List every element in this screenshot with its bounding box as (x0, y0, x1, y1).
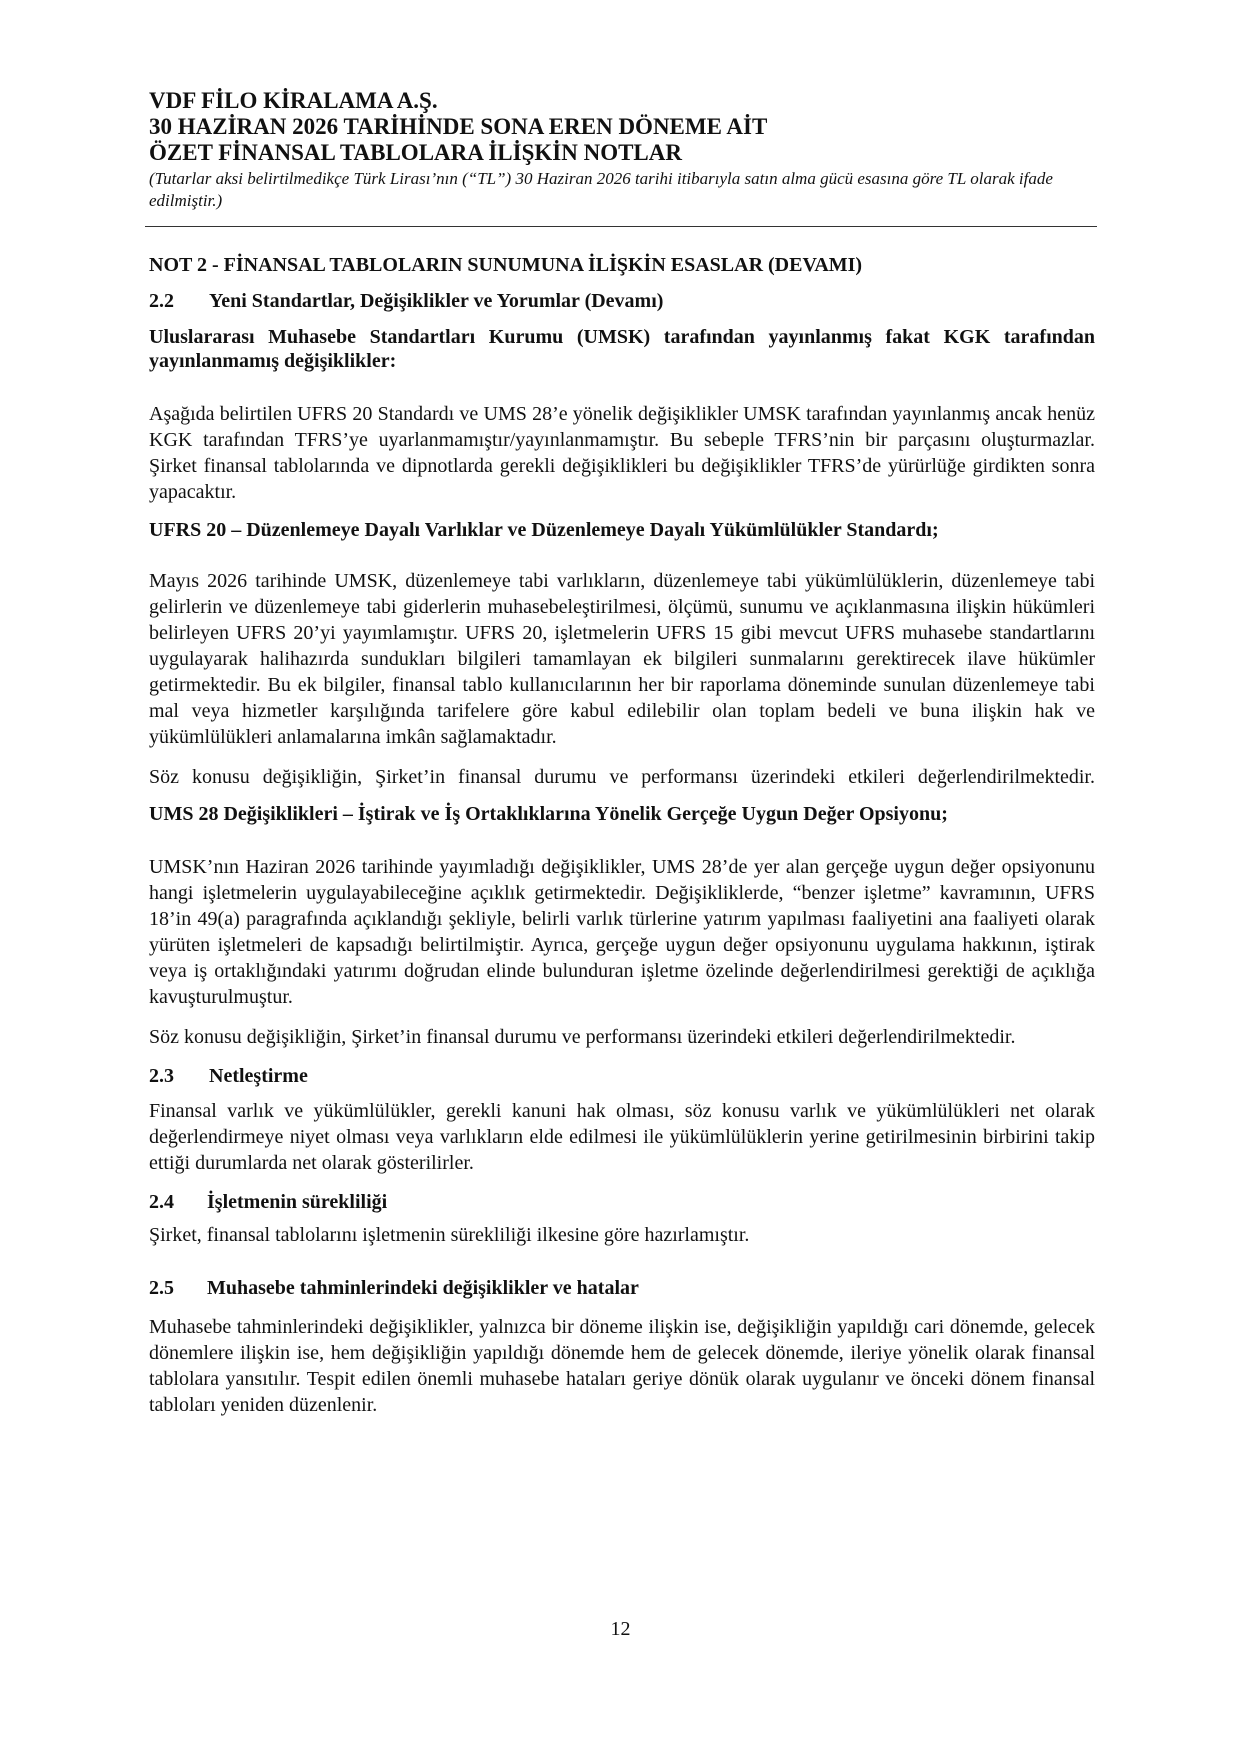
ufrs20-paragraph: Mayıs 2026 tarihinde UMSK, düzenlemeye tabi varlıkların, düzenlemeye tabi yükümlülüklerin, düzenlemeye tabi gelirlerin ve düzenlemeye tabi giderlerin muhasebeleştirilmesi, ölçümü, sunumu ve açıklanmasına ilişkin hükümleri belirleyen UFRS 20’yi yayımlamıştır. UFRS 20, işletmelerin UFRS 15 gibi mevcut UFRS muhasebe standartlarını uygulayarak halihazırda sundukları bilgileri tamamlayan ek bilgileri sunmalarını gerektirecek ilave hükümler getirmektedir. Bu ek bilgiler, finansal tablo kullanıcılarının her bir raporlama döneminde sunulan düzenlemeye tabi mal veya hizmetler karşılığında tarifelere göre kabul edilebilir olan toplam bedeli ve buna ilişkin hak ve yükümlülükleri anlamalarına imkân sağlamaktadır. (149, 570, 1095, 748)
ums28-effect-paragraph: Söz konusu değişikliğin, Şirket’in finansal durumu ve performansı üzerindeki etkileri değerlendirilmektedir. (149, 1026, 1016, 1048)
report-period: 30 HAZİRAN 2026 TARİHİNDE SONA EREN DÖNEME AİT (149, 114, 768, 139)
currency-note: (Tutarlar aksi belirtilmedikçe Türk Lirası’nın (“TL”) 30 Haziran 2026 tarihi itibarıyla satın alma gücü esasına göre TL olarak ifade edilmiştir.) (149, 169, 1053, 210)
section-2-3-heading (149, 1064, 1095, 1088)
document-title: ÖZET FİNANSAL TABLOLARA İLİŞKİN NOTLAR (149, 140, 682, 165)
section-title: İşletmenin sürekliliği (207, 1191, 388, 1213)
section-2-2-heading (149, 289, 1095, 313)
header-divider (145, 226, 1097, 227)
section-title: Yeni Standartlar, Değişiklikler ve Yorumlar (Devamı) (209, 290, 664, 312)
ums28-heading: UMS 28 Değişiklikleri – İştirak ve İş Ortaklıklarına Yönelik Gerçeğe Uygun Değer Opsiyonu; (149, 803, 948, 825)
section-number: 2.2 (149, 290, 174, 312)
ufrs20-effect-paragraph: Söz konusu değişikliğin, Şirket’in finansal durumu ve performansı üzerindeki etkileri değerlendirilmektedir. (149, 766, 1095, 788)
section-number: 2.4 (149, 1191, 174, 1213)
section-title: Muhasebe tahminlerindeki değişiklikler ve hatalar (207, 1277, 639, 1299)
netting-paragraph: Finansal varlık ve yükümlülükler, gerekli kanuni hak olması, söz konusu varlık ve yükümlülükleri net olarak değerlendirmeye niyet olması veya varlıkların elde edilmesi ile yükümlülüklerin yerine getirilmesinin birbirini takip ettiği durumlarda net olarak gösterilirler. (149, 1100, 1095, 1174)
ufrs20-heading: UFRS 20 – Düzenlemeye Dayalı Varlıklar ve Düzenlemeye Dayalı Yükümlülükler Standardı; (149, 519, 939, 541)
section-2-5-heading (149, 1276, 1095, 1300)
ums28-paragraph: UMSK’nın Haziran 2026 tarihinde yayımladığı değişiklikler, UMS 28’de yer alan gerçeğe uygun değer opsiyonunu hangi işletmelerin uygulayabileceğine açıklık getirmektedir. Değişikliklerde, “benzer işletme” kavramının, UFRS 18’in 49(a) paragrafında açıklandığı şekliyle, belirli varlık türlerine yatırım yapılması faaliyetini ana faaliyeti olarak yürüten işletmeleri de kapsadığı belirtilmiştir. Ayrıca, gerçeğe uygun değer opsiyonunu uygulama hakkının, iştirak veya iş ortaklığındaki yatırımı doğrudan elinde bulunduran işletme özelinde değerlendirilmesi gerektiği de açıklığa kavuşturulmuştur. (149, 856, 1095, 1008)
section-2-4-heading (149, 1190, 1095, 1214)
umsk-subtitle: Uluslararası Muhasebe Standartları Kurumu (UMSK) tarafından yayınlanmış fakat KGK tarafından yayınlanmamış değişiklikler: (149, 326, 1095, 372)
estimates-paragraph: Muhasebe tahminlerindeki değişiklikler, yalnızca bir döneme ilişkin ise, değişikliğin yapıldığı cari dönemde, gelecek dönemlere ilişkin ise, hem değişikliğin yapıldığı dönemde hem de gelecek dönemde, ileriye yönelik olarak finansal tablolara yansıtılır. Tespit edilen önemli muhasebe hataları geriye dönük olarak uygulanır ve önceki dönem finansal tabloları yeniden düzenlenir. (149, 1316, 1095, 1416)
section-number: 2.3 (149, 1065, 174, 1087)
section-title: Netleştirme (209, 1065, 308, 1087)
company-name: VDF FİLO KİRALAMA A.Ş. (149, 88, 438, 113)
going-concern-paragraph: Şirket, finansal tablolarını işletmenin sürekliliği ilkesine göre hazırlamıştır. (149, 1224, 750, 1246)
note-title: NOT 2 - FİNANSAL TABLOLARIN SUNUMUNA İLİŞKİN ESASLAR (DEVAMI) (149, 254, 863, 276)
document-page (149, 88, 1095, 1418)
intro-paragraph: Aşağıda belirtilen UFRS 20 Standardı ve UMS 28’e yönelik değişiklikler UMSK tarafından yayınlanmış ancak henüz KGK tarafından TFRS’ye uyarlanmamıştır/yayınlanmamıştır. Bu sebeple TFRS’nin bir parçasını oluşturmazlar. Şirket finansal tablolarında ve dipnotlarda gerekli değişiklikleri bu değişiklikler TFRS’de yürürlüğe girdikten sonra yapacaktır. (149, 403, 1095, 503)
section-number: 2.5 (149, 1277, 174, 1299)
page-number: 12 (610, 1618, 631, 1640)
